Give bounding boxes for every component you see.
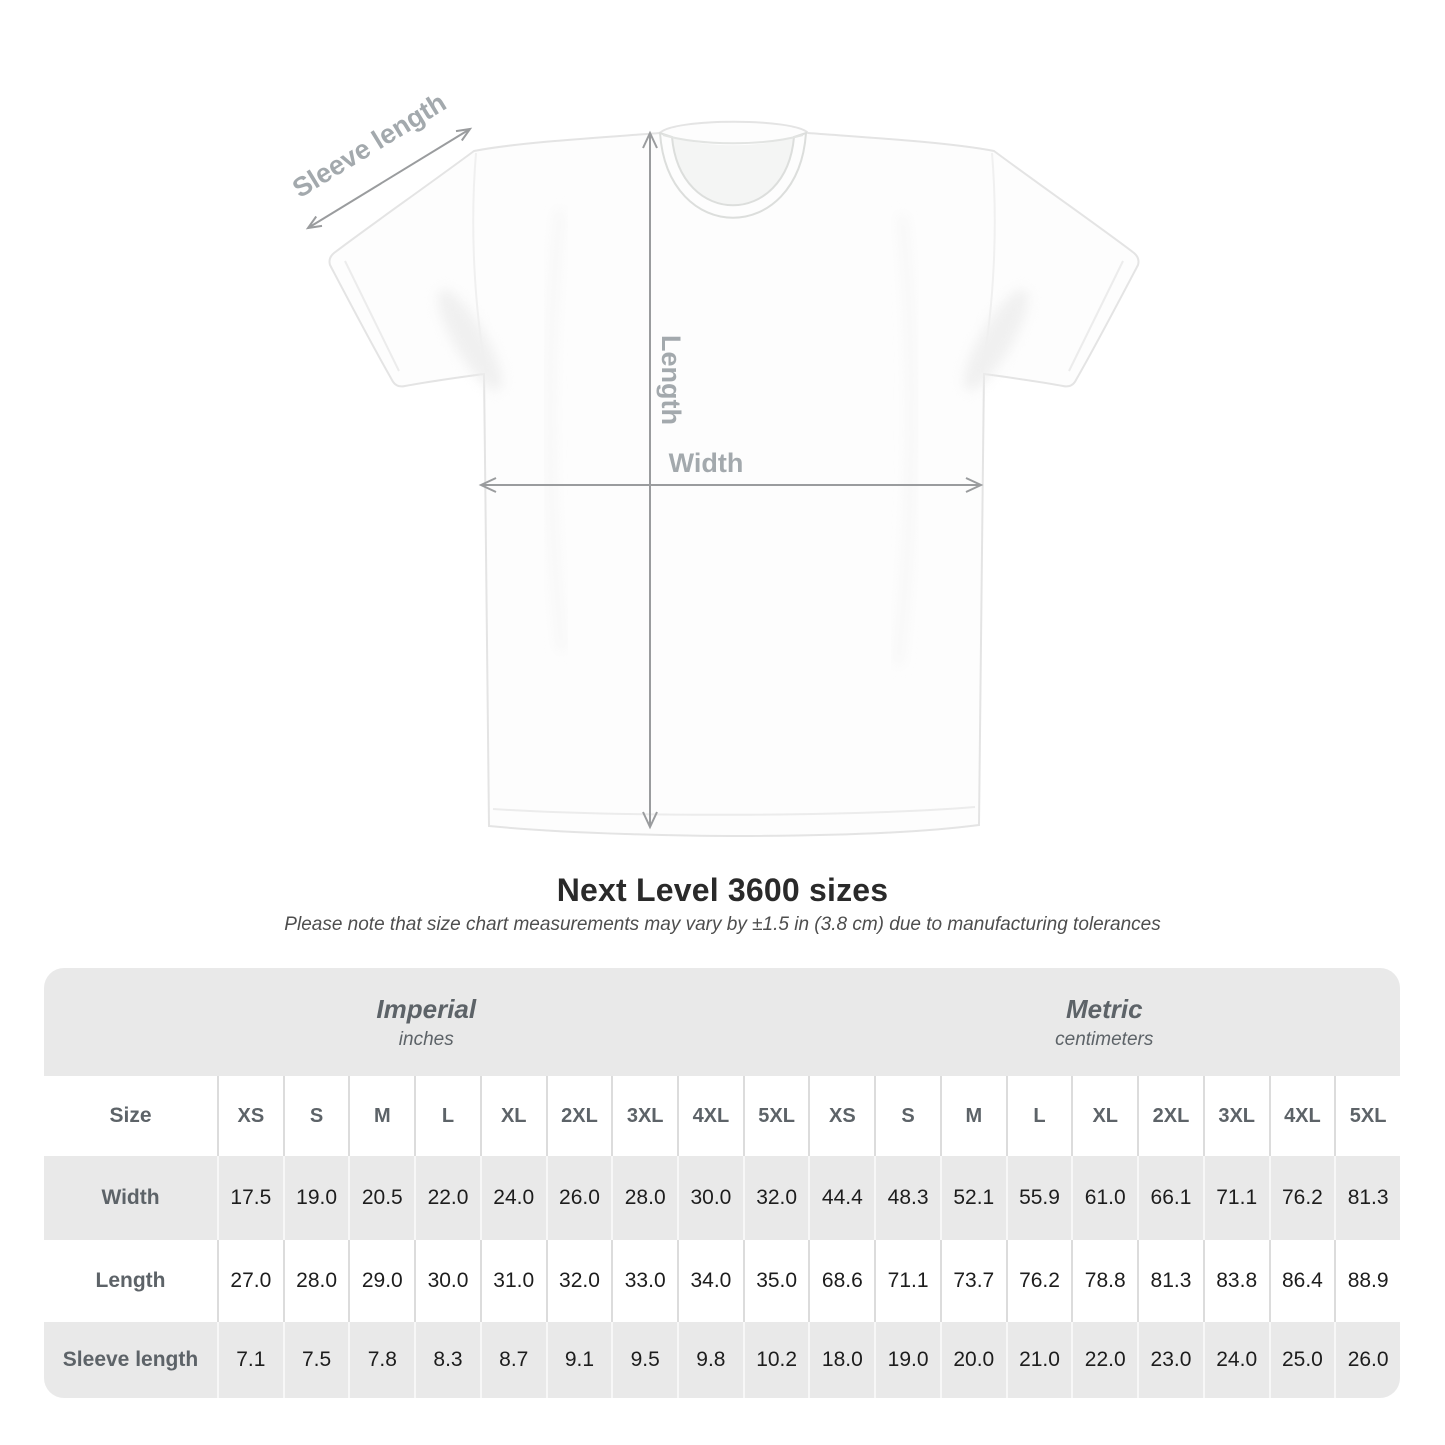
value-cell: 44.4 xyxy=(808,1156,874,1240)
value-cell: 68.6 xyxy=(808,1240,874,1322)
value-cell: 29.0 xyxy=(348,1240,414,1322)
value-cell: 8.3 xyxy=(414,1322,480,1398)
metric-group-unit: centimeters xyxy=(1055,1028,1154,1050)
value-cell: 66.1 xyxy=(1137,1156,1203,1240)
metric-group-title: Metric xyxy=(1065,993,1143,1024)
value-cell: 83.8 xyxy=(1203,1240,1269,1322)
value-cell: 88.9 xyxy=(1334,1240,1400,1322)
value-cell: 23.0 xyxy=(1137,1322,1203,1398)
value-cell: 30.0 xyxy=(414,1240,480,1322)
value-cell: 18.0 xyxy=(808,1322,874,1398)
size-header: S xyxy=(874,1076,940,1156)
tolerance-note: Please note that size chart measurements may vary by ±1.5 in (3.8 cm) due to manufacturing tolerances xyxy=(284,914,1161,935)
value-cell: 20.5 xyxy=(348,1156,414,1240)
value-cell: 19.0 xyxy=(874,1322,940,1398)
row-label-size: Size xyxy=(44,1076,217,1156)
value-cell: 71.1 xyxy=(874,1240,940,1322)
value-cell: 71.1 xyxy=(1203,1156,1269,1240)
size-header: L xyxy=(414,1076,480,1156)
value-cell: 78.8 xyxy=(1071,1240,1137,1322)
value-cell: 22.0 xyxy=(1071,1322,1137,1398)
size-header: XS xyxy=(808,1076,874,1156)
value-cell: 21.0 xyxy=(1006,1322,1072,1398)
value-cell: 81.3 xyxy=(1137,1240,1203,1322)
value-cell: 32.0 xyxy=(546,1240,612,1322)
value-cell: 7.1 xyxy=(217,1322,283,1398)
value-cell: 17.5 xyxy=(217,1156,283,1240)
value-cell: 7.5 xyxy=(283,1322,349,1398)
size-header: XL xyxy=(480,1076,546,1156)
value-cell: 24.0 xyxy=(480,1156,546,1240)
row-label: Sleeve length xyxy=(44,1322,217,1398)
value-cell: 20.0 xyxy=(940,1322,1006,1398)
value-cell: 27.0 xyxy=(217,1240,283,1322)
value-cell: 61.0 xyxy=(1071,1156,1137,1240)
value-cell: 33.0 xyxy=(611,1240,677,1322)
size-header: 5XL xyxy=(1334,1076,1400,1156)
page-title: Next Level 3600 sizes xyxy=(556,872,889,908)
row-label: Length xyxy=(44,1240,217,1322)
size-header: 2XL xyxy=(546,1076,612,1156)
value-cell: 48.3 xyxy=(874,1156,940,1240)
size-table xyxy=(44,968,1400,1398)
value-cell: 24.0 xyxy=(1203,1322,1269,1398)
tshirt-graphic xyxy=(330,122,1139,836)
value-cell: 34.0 xyxy=(677,1240,743,1322)
size-header: L xyxy=(1006,1076,1072,1156)
size-header: 3XL xyxy=(1203,1076,1269,1156)
size-header: 2XL xyxy=(1137,1076,1203,1156)
size-header: 3XL xyxy=(611,1076,677,1156)
width-label: Width xyxy=(668,448,744,478)
value-cell: 76.2 xyxy=(1269,1156,1335,1240)
value-cell: 86.4 xyxy=(1269,1240,1335,1322)
value-cell: 9.5 xyxy=(611,1322,677,1398)
value-cell: 73.7 xyxy=(940,1240,1006,1322)
sleeve-length-label: Sleeve length xyxy=(287,87,452,204)
size-header: XL xyxy=(1071,1076,1137,1156)
value-cell: 8.7 xyxy=(480,1322,546,1398)
imperial-group-header xyxy=(44,968,809,1076)
size-header: XS xyxy=(217,1076,283,1156)
value-cell: 28.0 xyxy=(283,1240,349,1322)
value-cell: 7.8 xyxy=(348,1322,414,1398)
value-cell: 26.0 xyxy=(546,1156,612,1240)
size-header: M xyxy=(348,1076,414,1156)
tshirt-body xyxy=(330,122,1139,836)
size-header: 5XL xyxy=(743,1076,809,1156)
value-cell: 31.0 xyxy=(480,1240,546,1322)
size-table-grid xyxy=(44,1076,1400,1398)
value-cell: 9.1 xyxy=(546,1322,612,1398)
imperial-group-title: Imperial xyxy=(376,993,477,1024)
size-header: M xyxy=(940,1076,1006,1156)
size-header: 4XL xyxy=(1269,1076,1335,1156)
value-cell: 22.0 xyxy=(414,1156,480,1240)
row-label: Width xyxy=(44,1156,217,1240)
length-label: Length xyxy=(656,335,686,425)
size-header: 4XL xyxy=(677,1076,743,1156)
value-cell: 9.8 xyxy=(677,1322,743,1398)
imperial-group-unit: inches xyxy=(398,1028,454,1050)
value-cell: 19.0 xyxy=(283,1156,349,1240)
value-cell: 35.0 xyxy=(743,1240,809,1322)
value-cell: 30.0 xyxy=(677,1156,743,1240)
value-cell: 55.9 xyxy=(1006,1156,1072,1240)
value-cell: 26.0 xyxy=(1334,1322,1400,1398)
value-cell: 76.2 xyxy=(1006,1240,1072,1322)
value-cell: 32.0 xyxy=(743,1156,809,1240)
value-cell: 10.2 xyxy=(743,1322,809,1398)
metric-group-header xyxy=(809,968,1401,1076)
value-cell: 25.0 xyxy=(1269,1322,1335,1398)
unit-group-header-band xyxy=(44,968,1400,1076)
value-cell: 81.3 xyxy=(1334,1156,1400,1240)
value-cell: 52.1 xyxy=(940,1156,1006,1240)
value-cell: 28.0 xyxy=(611,1156,677,1240)
size-header: S xyxy=(283,1076,349,1156)
